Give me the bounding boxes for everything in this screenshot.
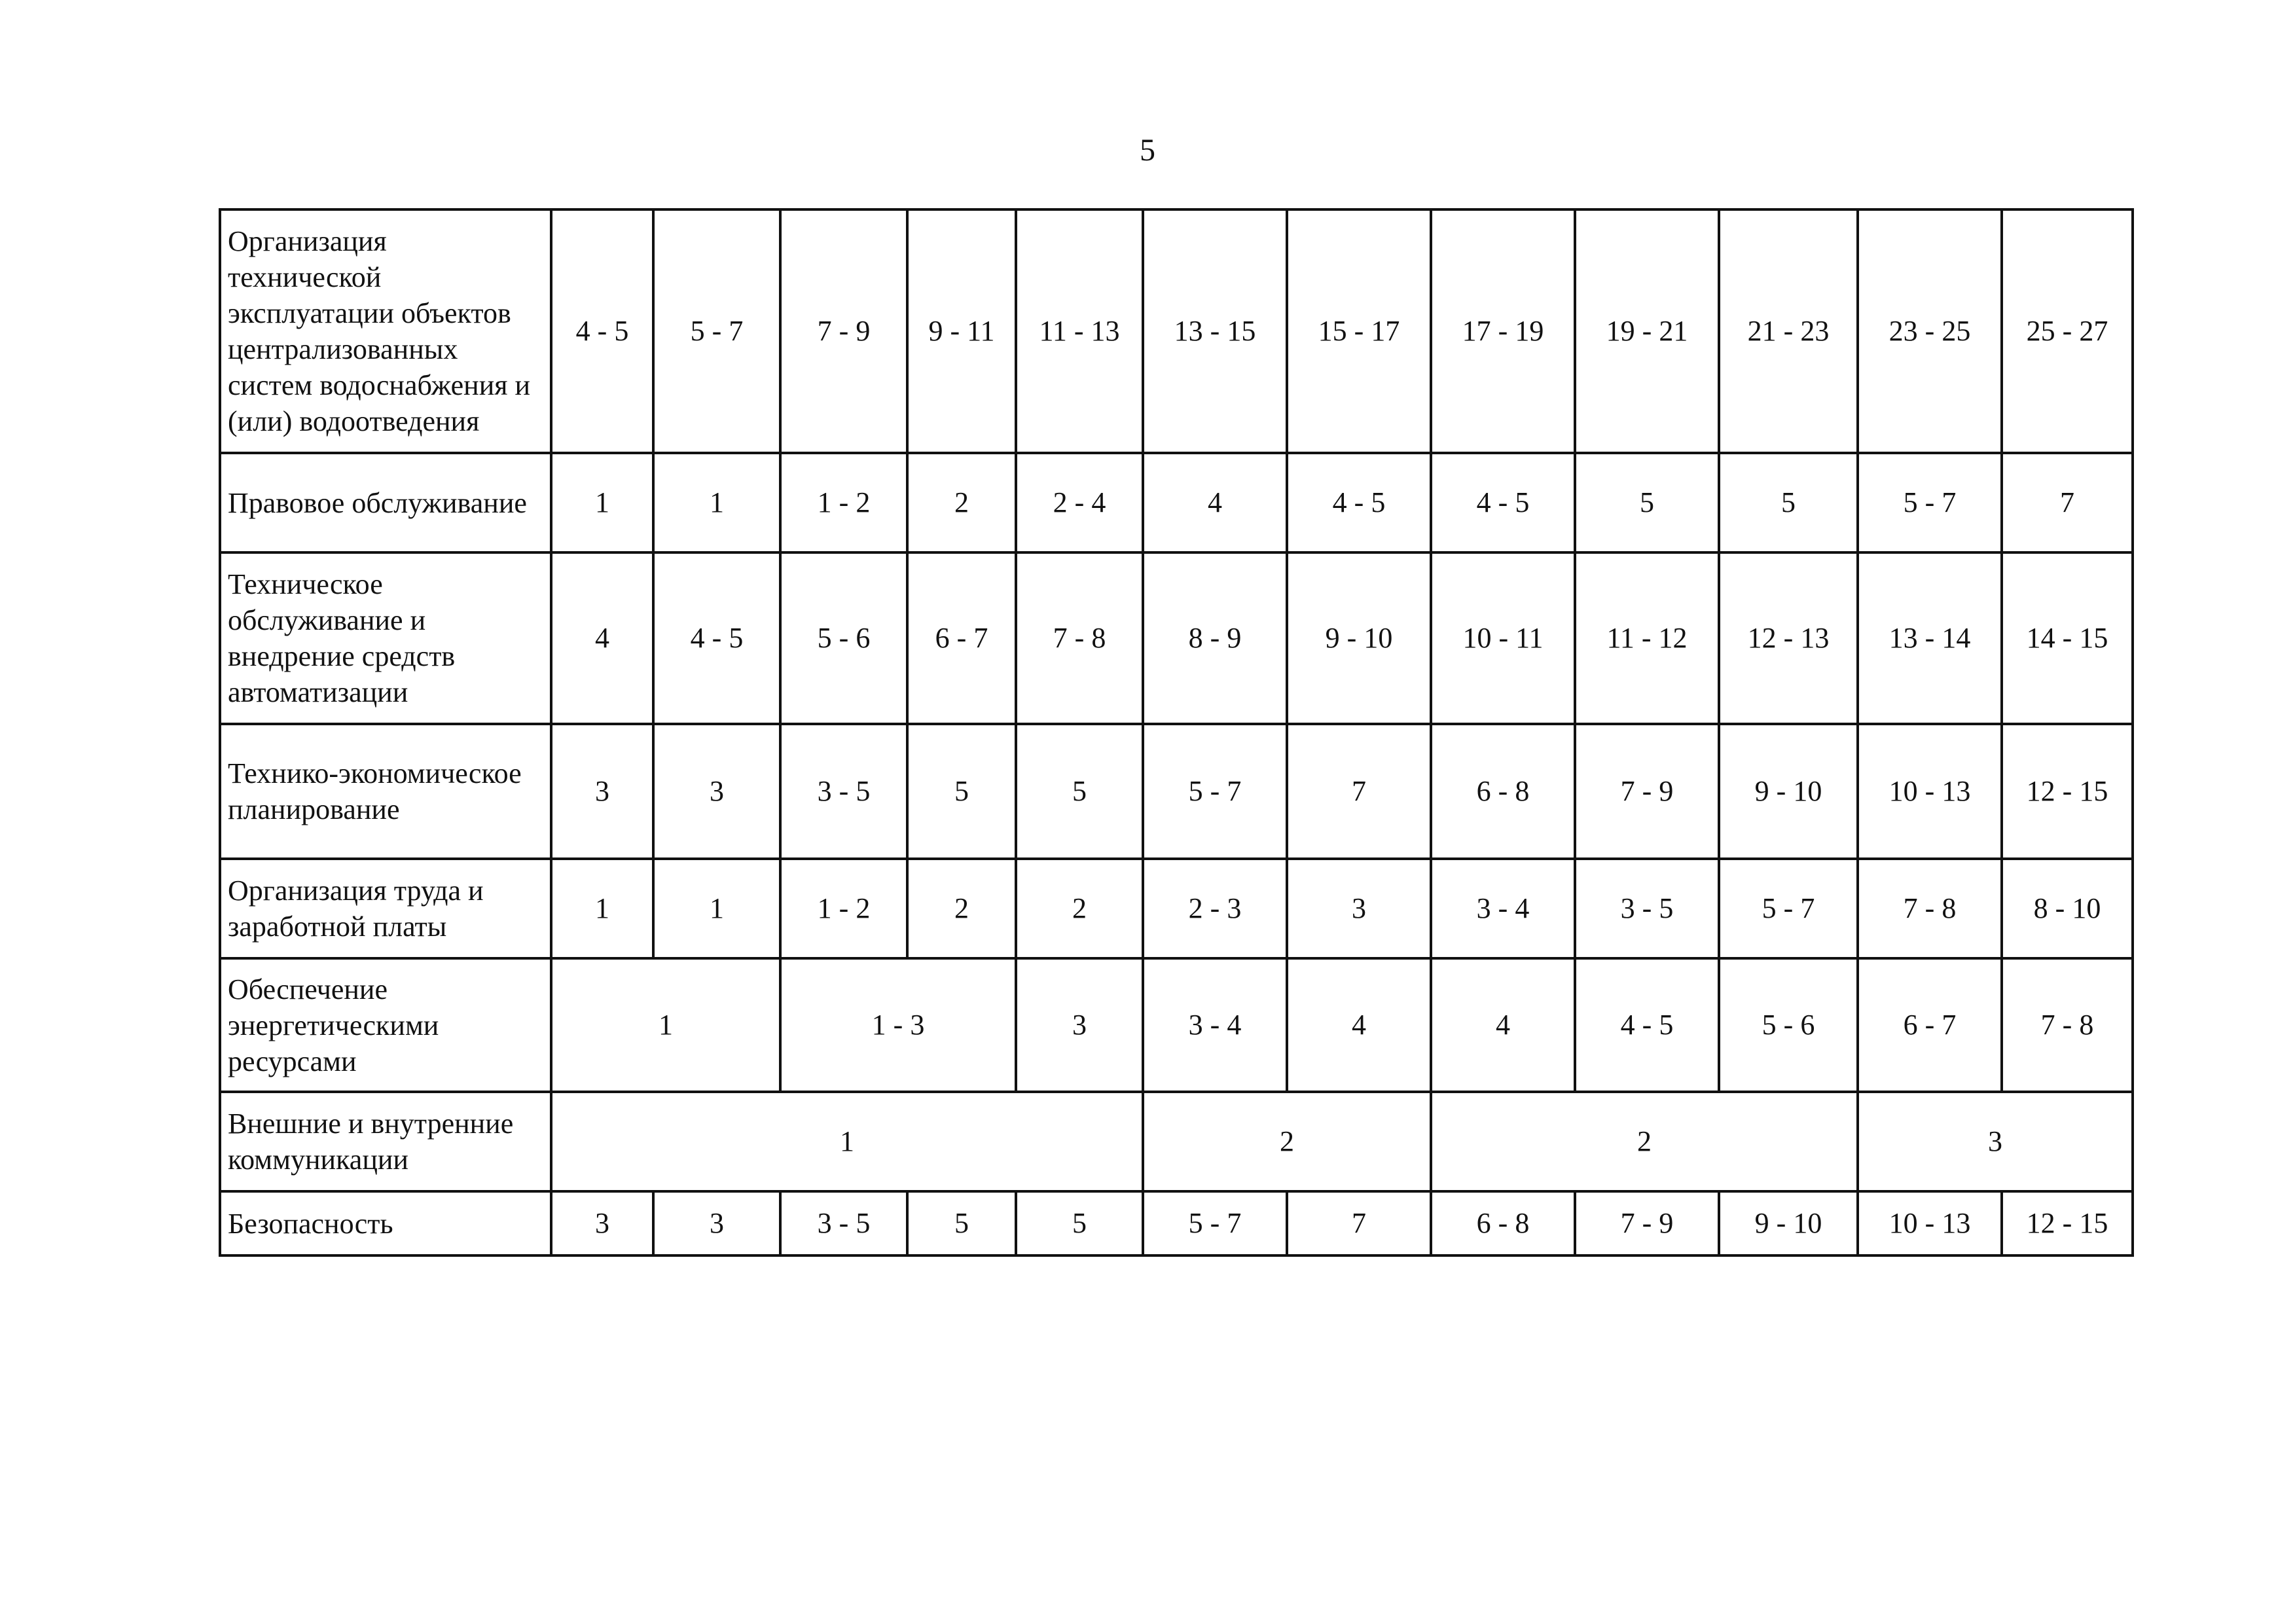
table-cell: 23 - 25 xyxy=(1858,209,2002,453)
table-cell: 3 - 5 xyxy=(780,1191,907,1255)
table-cell: 5 xyxy=(1575,453,1719,552)
table-cell: 5 - 7 xyxy=(1719,859,1858,958)
table-cell: 4 - 5 xyxy=(653,552,780,724)
table-row xyxy=(220,552,2133,724)
table-cell: 15 - 17 xyxy=(1287,209,1431,453)
table-cell: 5 - 7 xyxy=(1143,1191,1287,1255)
table-cell: 4 xyxy=(1431,958,1575,1092)
table-cell: 3 - 4 xyxy=(1431,859,1575,958)
table-cell: 7 xyxy=(1287,724,1431,859)
table-cell: 1 - 3 xyxy=(780,958,1016,1092)
table-cell: 5 xyxy=(907,1191,1016,1255)
table-row xyxy=(220,958,2133,1092)
row-label: Внешние и внутренние коммуникации xyxy=(220,1092,551,1191)
table-cell: 5 - 7 xyxy=(1858,453,2002,552)
table-cell: 1 xyxy=(551,1092,1143,1191)
table-cell: 3 xyxy=(653,724,780,859)
table-cell: 10 - 11 xyxy=(1431,552,1575,724)
row-label: Организация технической эксплуатации объектов централизованных систем водоснабжения и (или) водоотведения xyxy=(220,209,551,453)
table-cell: 10 - 13 xyxy=(1858,724,2002,859)
table-cell: 3 - 5 xyxy=(1575,859,1719,958)
table-cell: 7 - 8 xyxy=(1016,552,1143,724)
table-cell: 1 xyxy=(551,453,653,552)
row-label: Технико-экономическое планирование xyxy=(220,724,551,859)
table-cell: 11 - 13 xyxy=(1016,209,1143,453)
table-cell: 5 xyxy=(1016,1191,1143,1255)
table-cell: 3 xyxy=(551,724,653,859)
table-row xyxy=(220,209,2133,453)
row-label: Безопасность xyxy=(220,1191,551,1255)
table-cell: 13 - 15 xyxy=(1143,209,1287,453)
table-cell: 7 - 8 xyxy=(1858,859,2002,958)
table-row xyxy=(220,859,2133,958)
table-cell: 9 - 10 xyxy=(1719,724,1858,859)
table-cell: 6 - 8 xyxy=(1431,1191,1575,1255)
row-label: Обеспечение энергетическими ресурсами xyxy=(220,958,551,1092)
table-cell: 2 xyxy=(907,453,1016,552)
table-cell: 13 - 14 xyxy=(1858,552,2002,724)
table-cell: 1 - 2 xyxy=(780,859,907,958)
table-cell: 7 - 9 xyxy=(1575,1191,1719,1255)
row-label: Правовое обслуживание xyxy=(220,453,551,552)
table-cell: 1 xyxy=(653,453,780,552)
table-cell: 4 - 5 xyxy=(1575,958,1719,1092)
table-cell: 2 xyxy=(907,859,1016,958)
table-cell: 9 - 10 xyxy=(1719,1191,1858,1255)
staffing-norms-table xyxy=(219,208,2134,1257)
page-number: 5 xyxy=(1140,133,1155,168)
table-body xyxy=(220,209,2133,1255)
table-cell: 25 - 27 xyxy=(2002,209,2133,453)
table-cell: 4 xyxy=(1143,453,1287,552)
table-cell: 9 - 10 xyxy=(1287,552,1431,724)
table-cell: 4 - 5 xyxy=(1431,453,1575,552)
table-cell: 5 - 7 xyxy=(653,209,780,453)
table-cell: 8 - 9 xyxy=(1143,552,1287,724)
table-cell: 19 - 21 xyxy=(1575,209,1719,453)
table-cell: 6 - 7 xyxy=(907,552,1016,724)
table-cell: 4 xyxy=(551,552,653,724)
table-cell: 12 - 15 xyxy=(2002,1191,2133,1255)
table-cell: 5 - 6 xyxy=(780,552,907,724)
row-label: Техническое обслуживание и внедрение средств автоматизации xyxy=(220,552,551,724)
table-cell: 8 - 10 xyxy=(2002,859,2133,958)
table-cell: 3 xyxy=(653,1191,780,1255)
table-cell: 14 - 15 xyxy=(2002,552,2133,724)
table-cell: 2 xyxy=(1143,1092,1431,1191)
table-cell: 7 - 8 xyxy=(2002,958,2133,1092)
table-cell: 12 - 15 xyxy=(2002,724,2133,859)
table-cell: 7 xyxy=(2002,453,2133,552)
table-cell: 4 - 5 xyxy=(1287,453,1431,552)
table-cell: 9 - 11 xyxy=(907,209,1016,453)
table-cell: 12 - 13 xyxy=(1719,552,1858,724)
table-cell: 7 - 9 xyxy=(780,209,907,453)
table-cell: 2 xyxy=(1016,859,1143,958)
row-label: Организация труда и заработной платы xyxy=(220,859,551,958)
table-cell: 4 - 5 xyxy=(551,209,653,453)
table-cell: 7 - 9 xyxy=(1575,724,1719,859)
table-cell: 6 - 7 xyxy=(1858,958,2002,1092)
table-row xyxy=(220,1191,2133,1255)
table-cell: 4 xyxy=(1287,958,1431,1092)
table-cell: 3 xyxy=(1858,1092,2133,1191)
table-cell: 5 xyxy=(1016,724,1143,859)
table-cell: 1 xyxy=(653,859,780,958)
table-cell: 5 xyxy=(907,724,1016,859)
table-cell: 5 - 7 xyxy=(1143,724,1287,859)
table-cell: 2 - 4 xyxy=(1016,453,1143,552)
table-cell: 5 xyxy=(1719,453,1858,552)
table-row xyxy=(220,1092,2133,1191)
table-row xyxy=(220,724,2133,859)
table-cell: 3 - 5 xyxy=(780,724,907,859)
table-cell: 1 xyxy=(551,859,653,958)
table-cell: 1 - 2 xyxy=(780,453,907,552)
table-row xyxy=(220,453,2133,552)
table-cell: 3 xyxy=(1016,958,1143,1092)
table-cell: 2 - 3 xyxy=(1143,859,1287,958)
table-cell: 10 - 13 xyxy=(1858,1191,2002,1255)
table-cell: 2 xyxy=(1431,1092,1858,1191)
table-cell: 3 - 4 xyxy=(1143,958,1287,1092)
table-cell: 6 - 8 xyxy=(1431,724,1575,859)
table-cell: 17 - 19 xyxy=(1431,209,1575,453)
table-cell: 3 xyxy=(1287,859,1431,958)
table-cell: 3 xyxy=(551,1191,653,1255)
table-cell: 21 - 23 xyxy=(1719,209,1858,453)
table-cell: 1 xyxy=(551,958,780,1092)
table-cell: 11 - 12 xyxy=(1575,552,1719,724)
table-cell: 5 - 6 xyxy=(1719,958,1858,1092)
table-cell: 7 xyxy=(1287,1191,1431,1255)
